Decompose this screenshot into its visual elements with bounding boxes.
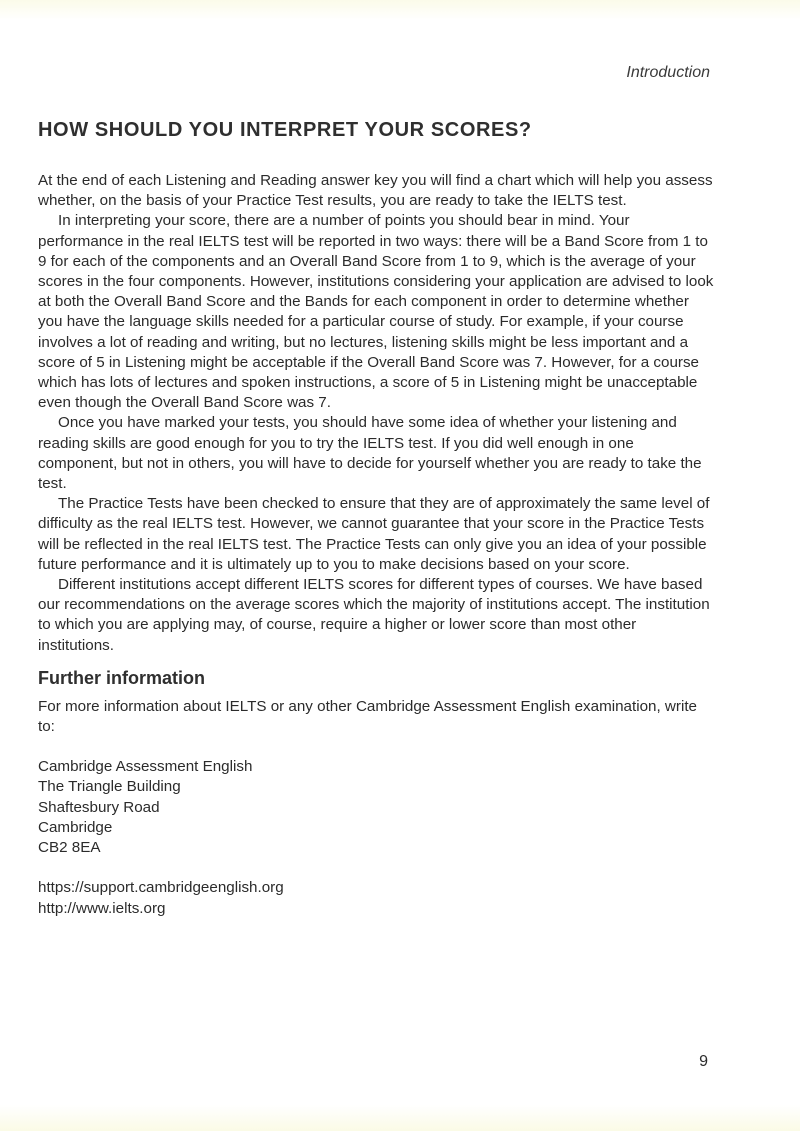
address-line: Shaftesbury Road: [38, 798, 160, 816]
address-line: Cambridge Assessment English: [38, 758, 253, 776]
further-intro: For more information about IELTS or any other Cambridge Assessment English examination, write to:: [38, 697, 697, 736]
address-line: The Triangle Building: [38, 778, 181, 796]
running-head: Introduction: [626, 64, 710, 81]
address-line: Cambridge: [38, 818, 113, 836]
section-body: [38, 171, 714, 656]
paragraph: In interpreting your score, there are a number of points you should bear in mind. Your performance in the real IELTS test will be reported in two ways: there will be a Band Score from 1 to 9 for each of the components and an Overall Band Score from 1 to 9, which is the average of your scores in the four components. However, institutions considering your application are advised to look at both the Overall Band Score and the Bands for each component in order to determine whether you have the language skills needed for a particular course of study. For example, if your course involves a lot of reading and writing, but no lectures, listening skills might be less important and a score of 5 in Listening might be acceptable if the Overall Band Score was 7. However, for a course which has lots of lectures and spoken instructions, a score of 5 in Listening might be unacceptable even though the Overall Band Score was 7.: [38, 212, 714, 412]
paragraph: Different institutions accept different IELTS scores for different types of courses. We have based our recommendations on the average scores which the majority of institutions accept. The institution to which you are applying may, of course, require a higher or lower score than most other institutions.: [38, 576, 710, 654]
ielts-url: http://www.ielts.org: [38, 899, 166, 917]
paragraph: The Practice Tests have been checked to ensure that they are of approximately the same level of difficulty as the real IELTS test. However, we cannot guarantee that your score in the Practice Tests will be reflected in the real IELTS test. The Practice Tests can only give you an idea of your possible future performance and it is ultimately up to you to make decisions based on your score.: [38, 495, 710, 573]
support-url: https://support.cambridgeenglish.org: [38, 879, 284, 897]
postal-address: [38, 757, 714, 858]
section-title: HOW SHOULD YOU INTERPRET YOUR SCORES?: [38, 119, 532, 141]
page-number: 9: [699, 1053, 708, 1070]
further-information-heading: Further information: [38, 667, 205, 688]
web-links: [38, 878, 714, 918]
paragraph: Once you have marked your tests, you should have some idea of whether your listening and reading skills are good enough for you to try the IELTS test. If you did well enough in one component, but not in others, you will have to decide for yourself whether you are ready to take the test.: [38, 414, 702, 493]
paragraph: At the end of each Listening and Reading answer key you will find a chart which will help you assess whether, on the basis of your Practice Test results, you are ready to take the IELTS test.: [38, 172, 713, 210]
page-content: [38, 115, 714, 919]
scan-edge-bottom: [0, 1105, 800, 1131]
address-line: CB2 8EA: [38, 839, 101, 857]
scan-edge-top: [0, 0, 800, 20]
further-information: [38, 697, 714, 919]
